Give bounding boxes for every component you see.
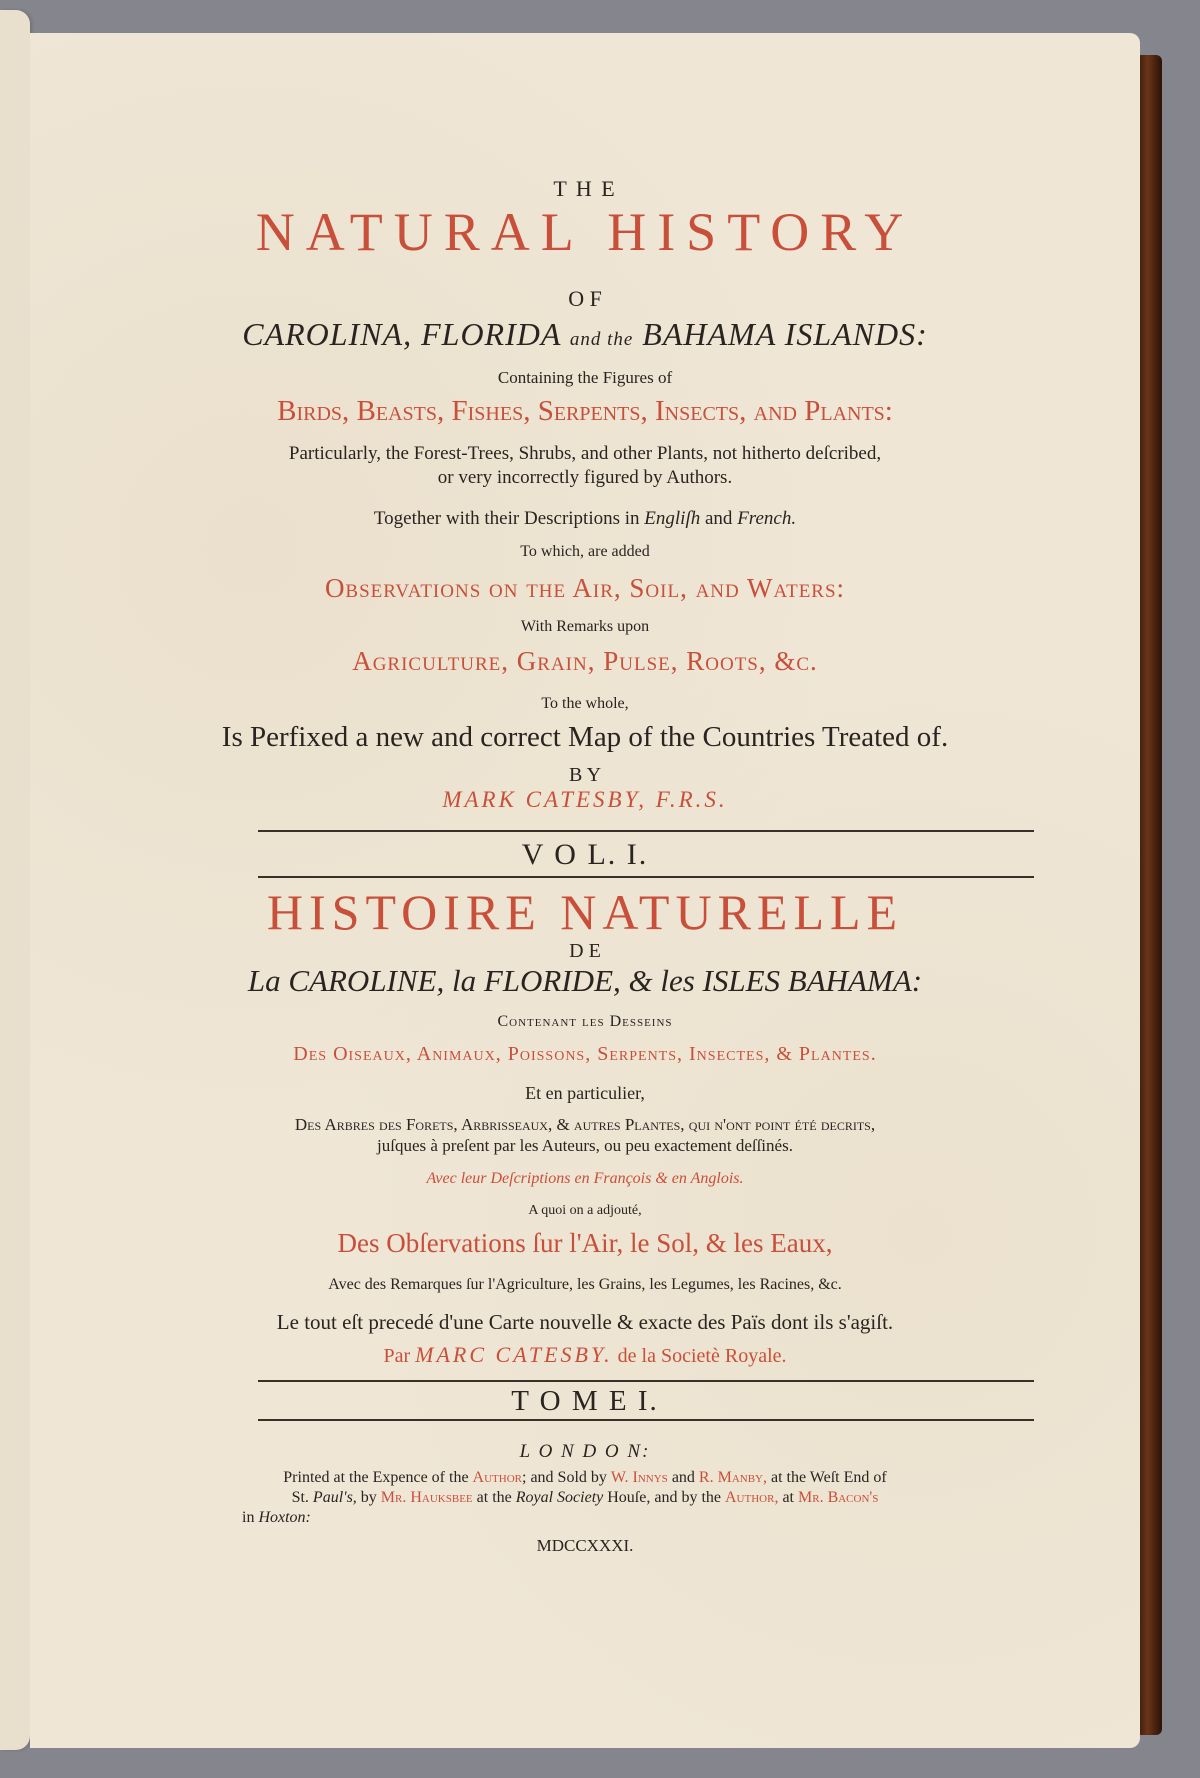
imprint-line-2: St. Paul's, by Mr. Hauksbee at the Royal Society Houſe, and by the Author, at Mr. Bacon's: [291, 1489, 879, 1506]
de-heading: D E: [569, 940, 601, 962]
et-en-particulier: Et en particulier,: [525, 1083, 645, 1103]
tome-label: T O M E I.: [511, 1385, 659, 1417]
to-which-line: To which, are added: [520, 543, 650, 560]
of-heading: O F: [568, 286, 602, 311]
volume-label: V O L. I.: [521, 838, 649, 871]
particularly-line-1: Particularly, the Forest-Trees, Shrubs, and other Plants, not hitherto deſcribed,: [288, 443, 882, 464]
arbres-line-2: juſques à preſent par les Auteurs, ou peu exactement deſſinés.: [377, 1136, 793, 1155]
english-observations: Observations on the Air, Soil, and Waters:: [324, 573, 846, 603]
a-quoi-line: A quoi on a adjouté,: [528, 1203, 642, 1218]
imprint-year: MDCCXXXI.: [536, 1536, 634, 1555]
to-whole-line: To the whole,: [541, 695, 629, 712]
french-author-line: Par MARC CATESBY. de la Societè Royale.: [383, 1342, 787, 1367]
le-tout-line: Le tout eſt precedé d'une Carte nouvelle & exacte des Païs dont ils s'agiſt.: [276, 1310, 894, 1334]
remarques-line: Avec des Remarques ſur l'Agriculture, les Grains, les Legumes, les Racines, &c.: [328, 1276, 842, 1293]
the-heading: T H E: [553, 176, 617, 201]
together-line: Together with their Descriptions in Engliſh and French.: [373, 508, 797, 529]
rule-bottom-tome: [258, 1419, 1034, 1421]
rule-top-tome: [258, 1380, 1034, 1382]
french-places: La CAROLINE, la FLORIDE, & les ISLES BAHAMA:: [247, 963, 923, 998]
english-title: NATURAL HISTORY: [255, 202, 915, 262]
title-page: [30, 33, 1140, 1748]
french-subjects: Des Oiseaux, Animaux, Poissons, Serpents, Insectes, & Plantes.: [293, 1043, 877, 1065]
avec-descriptions: Avec leur Deſcriptions en François & en Anglois.: [426, 1170, 744, 1187]
by-heading: B Y: [568, 764, 602, 786]
english-author: MARK CATESBY, F.R.S.: [442, 787, 728, 812]
arbres-line-1: Des Arbres des Forets, Arbrisseaux, & autres Plantes, qui n'ont point été decrits,: [294, 1115, 876, 1134]
french-observations: Des Obſervations ſur l'Air, le Sol, & les Eaux,: [337, 1228, 833, 1258]
rule-bottom-vol: [258, 876, 1034, 878]
imprint-city: L O N D O N:: [519, 1441, 651, 1462]
english-places: CAROLINA, FLORIDA and the BAHAMA ISLANDS:: [242, 316, 928, 352]
rule-top-vol: [258, 830, 1034, 832]
adjacent-page-edge: [0, 10, 30, 1750]
contenant-line: Contenant les Desseins: [497, 1013, 673, 1030]
imprint-line-1: Printed at the Expence of the Author; and Sold by W. Innys and R. Manby, at the Weſt End of: [283, 1469, 887, 1486]
with-remarks-line: With Remarks upon: [520, 618, 650, 635]
containing-line: Containing the Figures of: [497, 368, 673, 387]
prefixed-map-line: Is Perfixed a new and correct Map of the Countries Treated of.: [221, 721, 949, 753]
imprint-line-3: in Hoxton:: [242, 1509, 311, 1526]
english-subjects: Birds, Beasts, Fishes, Serpents, Insects, and Plants:: [277, 395, 893, 427]
particularly-line-2: or very incorrectly figured by Authors.: [437, 467, 733, 488]
french-title: HISTOIRE NATURELLE: [266, 884, 904, 940]
english-agriculture: Agriculture, Grain, Pulse, Roots, &c.: [352, 646, 818, 676]
